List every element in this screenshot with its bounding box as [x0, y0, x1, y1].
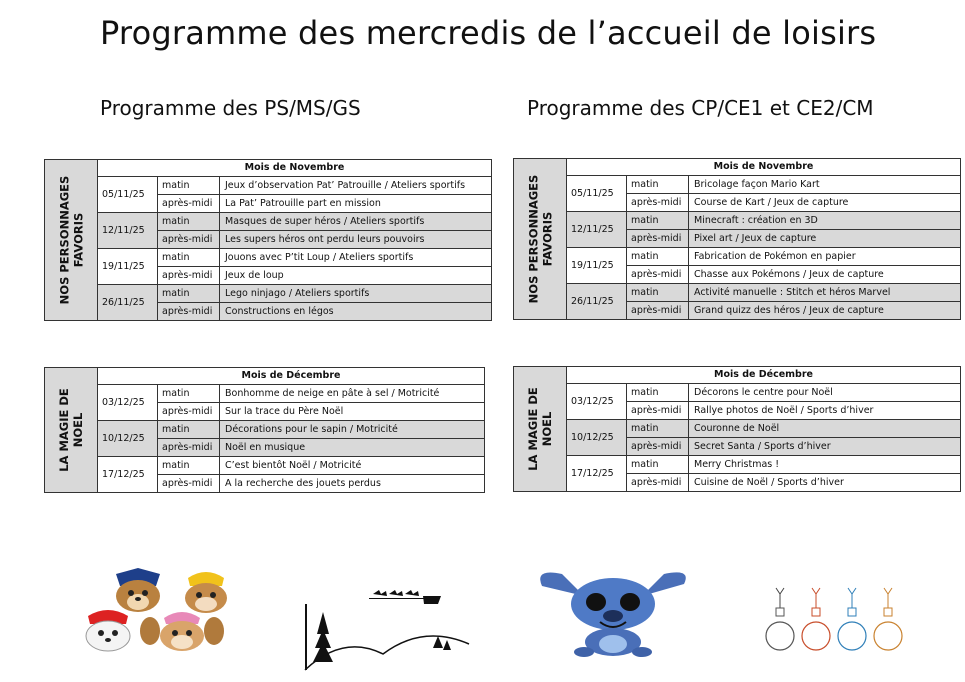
period-cell: après-midi [627, 474, 689, 491]
date-cell: 03/12/25 [98, 385, 158, 420]
activity-cell: A la recherche des jouets perdus [225, 478, 381, 489]
activity-cell: Grand quizz des héros / Jeux de capture [694, 305, 884, 316]
date-cell: 26/11/25 [567, 284, 627, 319]
date-cell: 19/11/25 [98, 249, 158, 284]
side-line-1: LA MAGIE DE [57, 388, 71, 472]
activity-cell: Activité manuelle : Stitch et héros Marvel [694, 287, 891, 298]
page-title: Programme des mercredis de l’accueil de loisirs [100, 14, 877, 52]
period-cell: matin [158, 249, 220, 266]
puppy-chase-icon [116, 568, 160, 612]
period-cell: après-midi [627, 194, 689, 211]
period-cell: matin [627, 212, 689, 229]
side-label [514, 367, 567, 491]
period-cell: matin [158, 213, 220, 230]
table-row [98, 385, 484, 421]
table-row [567, 176, 960, 212]
month-header: Mois de Novembre [567, 159, 960, 176]
period-cell: après-midi [627, 266, 689, 283]
period-cell: matin [627, 176, 689, 193]
period-cell: après-midi [158, 303, 220, 320]
date-cell: 17/12/25 [98, 457, 158, 492]
heading-ps: Programme des PS/MS/GS [100, 96, 361, 120]
period-cell: matin [158, 177, 220, 194]
table-row [567, 420, 960, 456]
period-cell: matin [158, 385, 220, 402]
period-cell: matin [627, 456, 689, 473]
period-cell: après-midi [627, 230, 689, 247]
activity-cell: Jeux d’observation Pat’ Patrouille / Ateliers sportifs [225, 180, 466, 191]
period-cell: après-midi [158, 403, 220, 420]
date-cell: 10/12/25 [567, 420, 627, 455]
activity-cell: Secret Santa / Sports d’hiver [694, 441, 831, 452]
period-cell: matin [158, 421, 220, 438]
side-line-2: FAVORIS [540, 211, 554, 267]
bauble-icon [838, 588, 866, 650]
bauble-icon [874, 588, 902, 650]
activity-cell: Les supers héros ont perdu leurs pouvoirs [225, 234, 425, 245]
activity-cell: Sur la trace du Père Noël [225, 406, 344, 417]
activity-cell: Jeux de loup [225, 270, 284, 281]
period-cell: après-midi [627, 402, 689, 419]
puppy-rubble-icon [185, 572, 227, 613]
activity-cell: Merry Christmas ! [694, 459, 780, 470]
table-cp-november [513, 158, 961, 320]
table-row [98, 213, 491, 249]
stitch-icon [540, 572, 686, 657]
period-cell: après-midi [627, 302, 689, 319]
date-cell: 26/11/25 [98, 285, 158, 320]
table-ps-november [44, 159, 492, 321]
date-cell: 05/11/25 [567, 176, 627, 211]
period-cell: matin [158, 285, 220, 302]
period-cell: après-midi [158, 195, 220, 212]
date-cell: 05/11/25 [98, 177, 158, 212]
santa-sleigh-icon [369, 590, 441, 604]
heading-cp: Programme des CP/CE1 et CE2/CM [527, 96, 874, 120]
table-row [567, 456, 960, 491]
side-label [45, 368, 98, 492]
period-cell: matin [158, 457, 220, 474]
date-cell: 19/11/25 [567, 248, 627, 283]
side-line-2: NOEL [540, 411, 554, 447]
period-cell: matin [627, 248, 689, 265]
table-row [567, 284, 960, 319]
side-line-2: NOEL [71, 412, 85, 448]
table-row [98, 249, 491, 285]
side-label [45, 160, 98, 320]
month-header: Mois de Décembre [98, 368, 484, 385]
activity-cell: Fabrication de Pokémon en papier [694, 251, 856, 262]
side-line-1: NOS PERSONNAGES [526, 174, 540, 304]
activity-cell: Course de Kart / Jeux de capture [694, 197, 849, 208]
date-cell: 17/12/25 [567, 456, 627, 491]
period-cell: après-midi [158, 475, 220, 492]
stitch-illustration [532, 566, 694, 658]
table-row [567, 248, 960, 284]
puppy-marshall-icon [86, 610, 130, 651]
table-row [567, 384, 960, 420]
period-cell: après-midi [158, 267, 220, 284]
activity-cell: Jouons avec P’tit Loup / Ateliers sportifs [225, 252, 414, 263]
side-label [514, 159, 567, 319]
winter-landscape-illustration [303, 584, 471, 672]
activity-cell: Rallye photos de Noël / Sports d’hiver [694, 405, 874, 416]
bauble-icon [802, 588, 830, 650]
date-cell: 10/12/25 [98, 421, 158, 456]
christmas-baubles-illustration [760, 584, 910, 656]
activity-cell: La Pat’ Patrouille part en mission [225, 198, 381, 209]
table-ps-december [44, 367, 485, 493]
activity-cell: Chasse aux Pokémons / Jeux de capture [694, 269, 884, 280]
side-line-1: NOS PERSONNAGES [57, 175, 71, 305]
table-cp-december [513, 366, 961, 492]
activity-cell: Lego ninjago / Ateliers sportifs [225, 288, 370, 299]
activity-cell: Couronne de Noël [694, 423, 780, 434]
activity-cell: Bonhomme de neige en pâte à sel / Motricité [225, 388, 440, 399]
side-line-2: FAVORIS [71, 212, 85, 268]
table-row [567, 212, 960, 248]
month-header: Mois de Novembre [98, 160, 491, 177]
table-row [98, 285, 491, 320]
pine-tree-icon [313, 612, 333, 662]
table-row [98, 177, 491, 213]
period-cell: après-midi [627, 438, 689, 455]
activity-cell: Décorations pour le sapin / Motricité [225, 424, 398, 435]
period-cell: matin [627, 384, 689, 401]
period-cell: après-midi [158, 231, 220, 248]
activity-cell: Cuisine de Noël / Sports d’hiver [694, 477, 844, 488]
date-cell: 12/11/25 [567, 212, 627, 247]
bauble-icon [766, 588, 794, 650]
activity-cell: Décorons le centre pour Noël [694, 387, 833, 398]
date-cell: 03/12/25 [567, 384, 627, 419]
activity-cell: Constructions en légos [225, 306, 334, 317]
period-cell: matin [627, 420, 689, 437]
period-cell: matin [627, 284, 689, 301]
puppy-skye-icon [140, 612, 224, 651]
date-cell: 12/11/25 [98, 213, 158, 248]
puppy-faces-illustration [78, 566, 238, 661]
table-row [98, 421, 484, 457]
month-header: Mois de Décembre [567, 367, 960, 384]
table-row [98, 457, 484, 492]
activity-cell: Bricolage façon Mario Kart [694, 179, 820, 190]
activity-cell: Minecraft : création en 3D [694, 215, 818, 226]
activity-cell: Pixel art / Jeux de capture [694, 233, 817, 244]
activity-cell: C’est bientôt Noël / Motricité [225, 460, 362, 471]
activity-cell: Noël en musique [225, 442, 306, 453]
period-cell: après-midi [158, 439, 220, 456]
side-line-1: LA MAGIE DE [526, 387, 540, 471]
activity-cell: Masques de super héros / Ateliers sportifs [225, 216, 425, 227]
